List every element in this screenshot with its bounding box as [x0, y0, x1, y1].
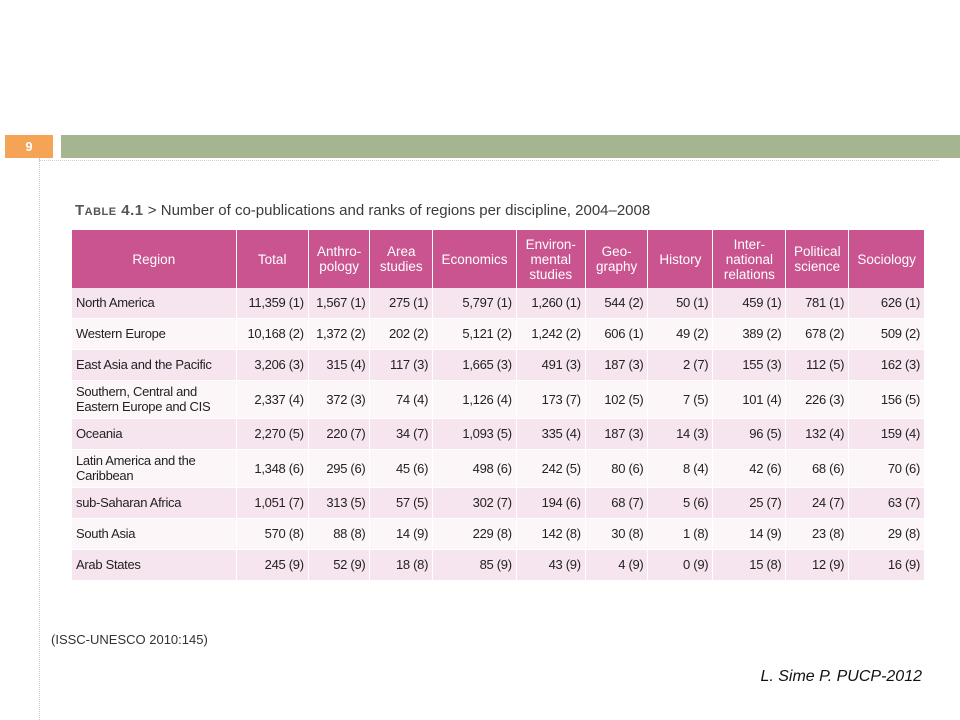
value-cell: 117 (3) — [370, 349, 433, 380]
value-cell: 88 (8) — [308, 518, 370, 549]
value-cell: 49 (2) — [648, 318, 713, 349]
value-cell: 2,270 (5) — [236, 418, 308, 449]
value-cell: 142 (8) — [516, 518, 585, 549]
table-title — [75, 202, 650, 219]
value-cell: 3,206 (3) — [236, 349, 308, 380]
value-cell: 42 (6) — [713, 449, 786, 487]
table-row — [72, 288, 924, 318]
value-cell: 70 (6) — [849, 449, 924, 487]
value-cell: 678 (2) — [786, 318, 849, 349]
value-cell: 102 (5) — [585, 380, 648, 418]
value-cell: 101 (4) — [713, 380, 786, 418]
value-cell: 1,051 (7) — [236, 487, 308, 518]
table-title-prefix: Table 4.1 — [75, 202, 144, 219]
table-row — [72, 418, 924, 449]
table-row — [72, 349, 924, 380]
value-cell: 8 (4) — [648, 449, 713, 487]
value-cell: 372 (3) — [308, 380, 370, 418]
column-header: Total — [236, 230, 308, 288]
region-cell: sub-Saharan Africa — [72, 487, 236, 518]
value-cell: 159 (4) — [849, 418, 924, 449]
value-cell: 7 (5) — [648, 380, 713, 418]
value-cell: 626 (1) — [849, 288, 924, 318]
value-cell: 96 (5) — [713, 418, 786, 449]
value-cell: 491 (3) — [516, 349, 585, 380]
value-cell: 80 (6) — [585, 449, 648, 487]
value-cell: 23 (8) — [786, 518, 849, 549]
slide-number: 9 — [25, 139, 33, 154]
column-header: Anthro- pology — [308, 230, 370, 288]
table-header-row — [72, 230, 924, 288]
source-citation: (ISSC-UNESCO 2010:145) — [51, 632, 208, 647]
column-header: Region — [72, 230, 236, 288]
value-cell: 85 (9) — [433, 549, 517, 580]
table-row — [72, 549, 924, 580]
region-cell: North America — [72, 288, 236, 318]
value-cell: 1,260 (1) — [516, 288, 585, 318]
region-cell: Oceania — [72, 418, 236, 449]
co-publications-table — [72, 230, 924, 581]
value-cell: 5,121 (2) — [433, 318, 517, 349]
value-cell: 29 (8) — [849, 518, 924, 549]
value-cell: 0 (9) — [648, 549, 713, 580]
region-cell: Latin America and the Caribbean — [72, 449, 236, 487]
table-title-text: Number of co-publications and ranks of regions per discipline, 2004–2008 — [160, 202, 651, 219]
table-row — [72, 487, 924, 518]
author-credit: L. Sime P. PUCP-2012 — [760, 668, 922, 685]
value-cell: 2 (7) — [648, 349, 713, 380]
value-cell: 155 (3) — [713, 349, 786, 380]
value-cell: 63 (7) — [849, 487, 924, 518]
column-header: Environ- mental studies — [516, 230, 585, 288]
value-cell: 68 (6) — [786, 449, 849, 487]
value-cell: 544 (2) — [585, 288, 648, 318]
value-cell: 15 (8) — [713, 549, 786, 580]
value-cell: 1,567 (1) — [308, 288, 370, 318]
slide-header-bar — [61, 135, 960, 158]
value-cell: 11,359 (1) — [236, 288, 308, 318]
value-cell: 315 (4) — [308, 349, 370, 380]
value-cell: 25 (7) — [713, 487, 786, 518]
table-row — [72, 318, 924, 349]
value-cell: 14 (9) — [370, 518, 433, 549]
value-cell: 1,665 (3) — [433, 349, 517, 380]
value-cell: 12 (9) — [786, 549, 849, 580]
column-header: Sociology — [849, 230, 924, 288]
value-cell: 2,337 (4) — [236, 380, 308, 418]
value-cell: 245 (9) — [236, 549, 308, 580]
column-header: Geo- graphy — [585, 230, 648, 288]
value-cell: 229 (8) — [433, 518, 517, 549]
column-header: Economics — [433, 230, 517, 288]
column-header: Inter- national relations — [713, 230, 786, 288]
value-cell: 1 (8) — [648, 518, 713, 549]
table-body — [72, 288, 924, 580]
value-cell: 43 (9) — [516, 549, 585, 580]
value-cell: 1,126 (4) — [433, 380, 517, 418]
region-cell: Western Europe — [72, 318, 236, 349]
value-cell: 52 (9) — [308, 549, 370, 580]
value-cell: 68 (7) — [585, 487, 648, 518]
column-header: Area studies — [370, 230, 433, 288]
value-cell: 10,168 (2) — [236, 318, 308, 349]
value-cell: 74 (4) — [370, 380, 433, 418]
slide-number-badge — [5, 135, 53, 158]
value-cell: 1,242 (2) — [516, 318, 585, 349]
value-cell: 242 (5) — [516, 449, 585, 487]
value-cell: 30 (8) — [585, 518, 648, 549]
value-cell: 57 (5) — [370, 487, 433, 518]
value-cell: 606 (1) — [585, 318, 648, 349]
value-cell: 459 (1) — [713, 288, 786, 318]
value-cell: 24 (7) — [786, 487, 849, 518]
column-header: Political science — [786, 230, 849, 288]
region-cell: East Asia and the Pacific — [72, 349, 236, 380]
value-cell: 389 (2) — [713, 318, 786, 349]
value-cell: 295 (6) — [308, 449, 370, 487]
value-cell: 5 (6) — [648, 487, 713, 518]
value-cell: 14 (3) — [648, 418, 713, 449]
value-cell: 194 (6) — [516, 487, 585, 518]
value-cell: 112 (5) — [786, 349, 849, 380]
region-cell: South Asia — [72, 518, 236, 549]
value-cell: 1,348 (6) — [236, 449, 308, 487]
value-cell: 16 (9) — [849, 549, 924, 580]
value-cell: 498 (6) — [433, 449, 517, 487]
value-cell: 313 (5) — [308, 487, 370, 518]
value-cell: 226 (3) — [786, 380, 849, 418]
horizontal-guide-line — [39, 160, 939, 161]
value-cell: 275 (1) — [370, 288, 433, 318]
value-cell: 302 (7) — [433, 487, 517, 518]
value-cell: 1,093 (5) — [433, 418, 517, 449]
value-cell: 45 (6) — [370, 449, 433, 487]
value-cell: 162 (3) — [849, 349, 924, 380]
value-cell: 18 (8) — [370, 549, 433, 580]
value-cell: 202 (2) — [370, 318, 433, 349]
value-cell: 220 (7) — [308, 418, 370, 449]
value-cell: 4 (9) — [585, 549, 648, 580]
value-cell: 5,797 (1) — [433, 288, 517, 318]
table-row — [72, 380, 924, 418]
value-cell: 132 (4) — [786, 418, 849, 449]
table-row — [72, 518, 924, 549]
column-header: History — [648, 230, 713, 288]
value-cell: 187 (3) — [585, 418, 648, 449]
value-cell: 173 (7) — [516, 380, 585, 418]
value-cell: 156 (5) — [849, 380, 924, 418]
region-cell: Southern, Central and Eastern Europe and CIS — [72, 380, 236, 418]
value-cell: 14 (9) — [713, 518, 786, 549]
vertical-guide-line — [39, 158, 40, 720]
value-cell: 570 (8) — [236, 518, 308, 549]
region-cell: Arab States — [72, 549, 236, 580]
value-cell: 781 (1) — [786, 288, 849, 318]
table-title-separator: > — [143, 202, 161, 219]
table-figure — [46, 185, 928, 615]
table-row — [72, 449, 924, 487]
value-cell: 50 (1) — [648, 288, 713, 318]
value-cell: 509 (2) — [849, 318, 924, 349]
value-cell: 335 (4) — [516, 418, 585, 449]
value-cell: 1,372 (2) — [308, 318, 370, 349]
value-cell: 187 (3) — [585, 349, 648, 380]
value-cell: 34 (7) — [370, 418, 433, 449]
